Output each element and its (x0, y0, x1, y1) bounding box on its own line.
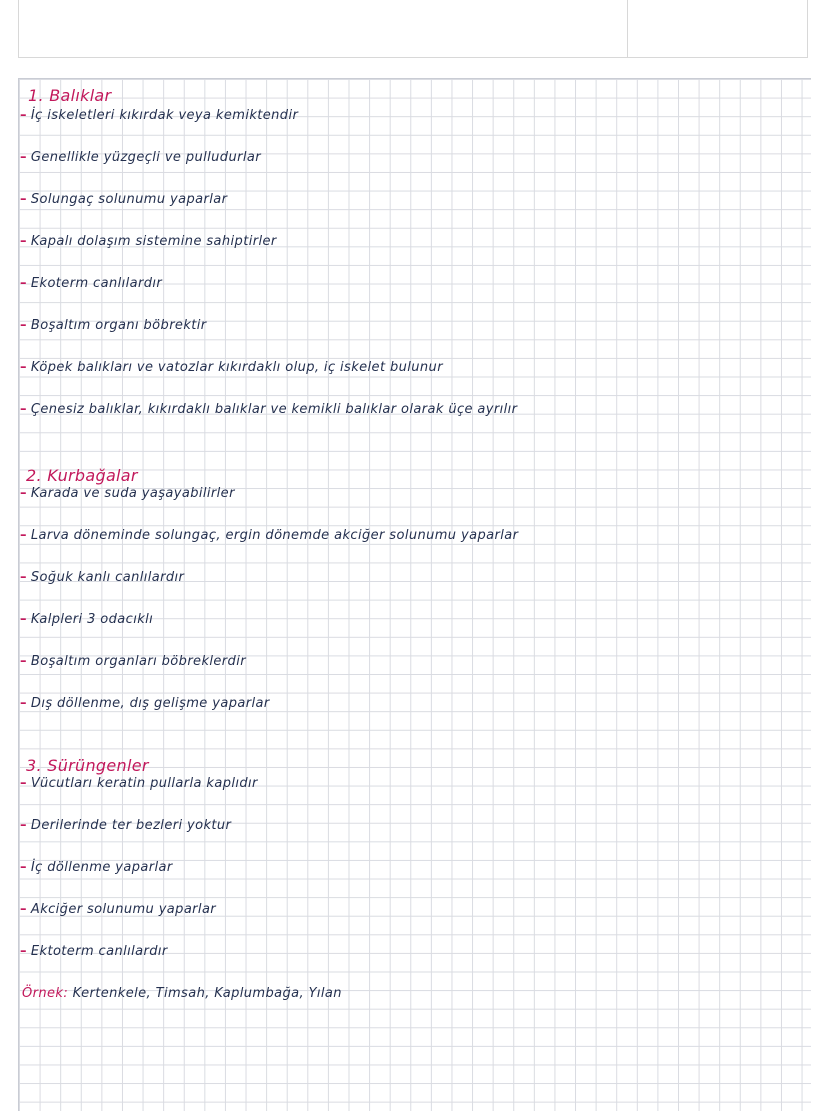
list-item: – Köpek balıkları ve vatozlar kıkırdaklı olup, iç iskelet bulunur (20, 360, 443, 375)
example-line (22, 984, 342, 1004)
list-item: – Ekoterm canlılardır (20, 276, 163, 291)
list-item: – Ektoterm canlılardır (20, 944, 168, 959)
section-title: 3. Sürüngenler (26, 756, 149, 775)
section-title: 1. Balıklar (28, 86, 112, 105)
notes-content (20, 84, 808, 1016)
header-divider (627, 0, 628, 58)
section-title: 2. Kurbağalar (26, 466, 138, 485)
list-item: – İç iskeletleri kıkırdak veya kemiktendir (20, 108, 299, 123)
list-item: – Larva döneminde solungaç, ergin dönemde akciğer solunumu yaparlar (20, 528, 519, 543)
list-item: – Soğuk kanlı canlılardır (20, 570, 185, 585)
list-item: – Kapalı dolaşım sistemine sahiptirler (20, 234, 277, 249)
example-text: Kertenkele, Timsah, Kaplumbağa, Yılan (72, 986, 342, 1001)
list-item: – Karada ve suda yaşayabilirler (20, 486, 235, 501)
list-item: – İç döllenme yaparlar (20, 860, 173, 875)
list-item: – Boşaltım organı böbrektir (20, 318, 207, 333)
list-item: – Solungaç solunumu yaparlar (20, 192, 228, 207)
list-item: – Boşaltım organları böbreklerdir (20, 654, 246, 669)
section-baliklar (20, 84, 808, 466)
list-item: – Vücutları keratin pullarla kaplıdır (20, 776, 258, 791)
page-header-box (18, 0, 808, 58)
list-item: – Derilerinde ter bezleri yoktur (20, 818, 232, 833)
example-label: Örnek: (22, 986, 69, 1001)
section-kurbagalar (20, 466, 808, 756)
section-surungenler (20, 756, 808, 1016)
list-item: – Dış döllenme, dış gelişme yaparlar (20, 696, 270, 711)
list-item: – Akciğer solunumu yaparlar (20, 902, 217, 917)
list-item: – Çenesiz balıklar, kıkırdaklı balıklar ve kemikli balıklar olarak üçe ayrılır (20, 402, 518, 417)
list-item: – Genellikle yüzgeçli ve pulludurlar (20, 150, 261, 165)
list-item: – Kalpleri 3 odacıklı (20, 612, 154, 627)
